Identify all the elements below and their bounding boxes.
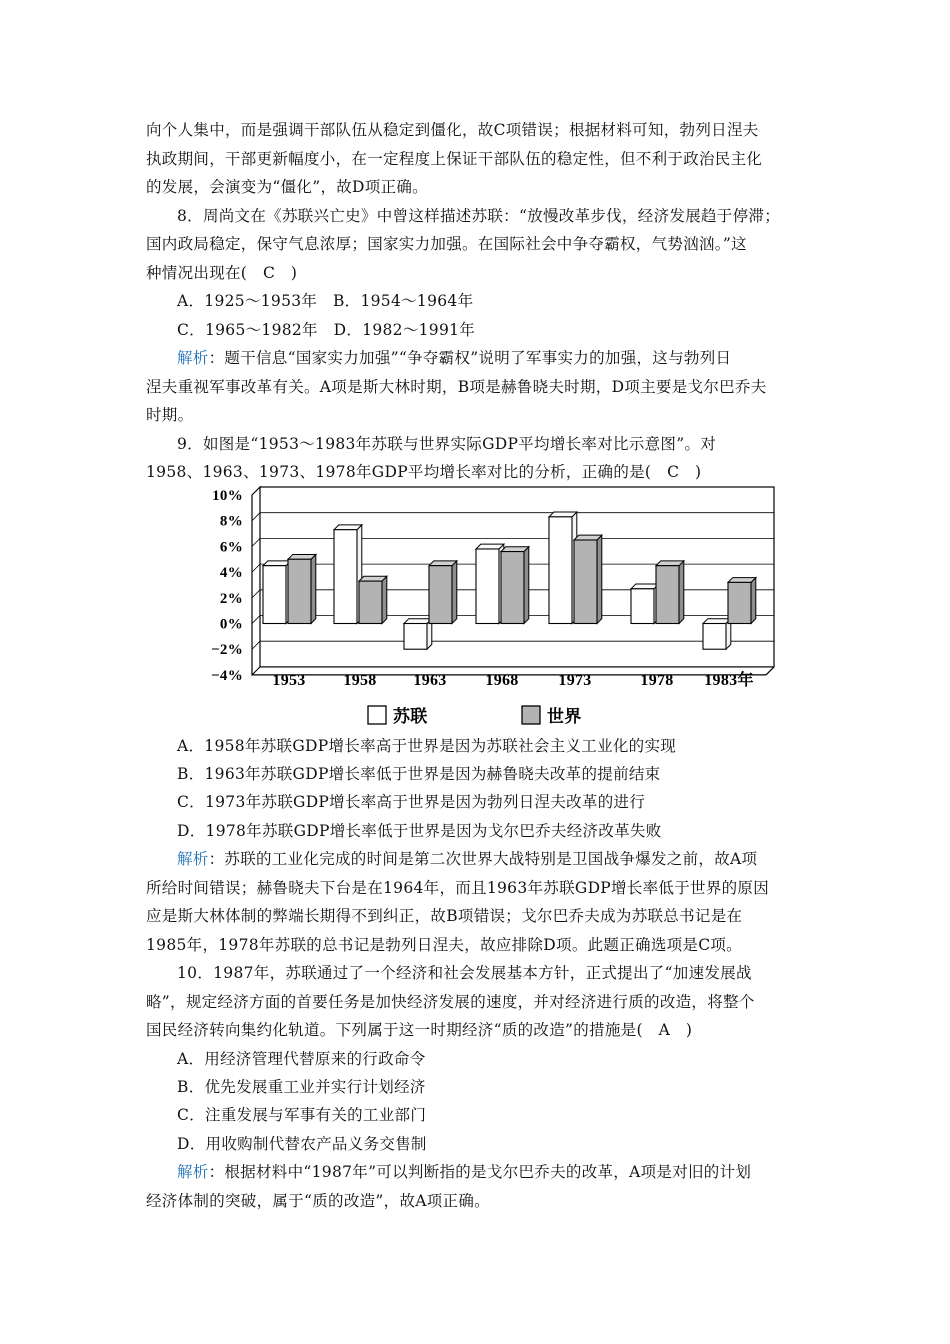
q9-stem-line-text: 1958、1963、1973、1978年GDP平均增长率对比的分析，正确的是( C ) bbox=[146, 463, 702, 481]
q8-stem-line bbox=[146, 263, 297, 283]
q9-option bbox=[177, 764, 660, 784]
bar-ussr-top bbox=[263, 561, 291, 566]
y-tick-label: 4% bbox=[219, 565, 243, 582]
bar-world-side bbox=[679, 561, 684, 624]
bar-world-front bbox=[574, 540, 597, 624]
bar-world bbox=[574, 535, 602, 623]
bar-world-front bbox=[288, 559, 311, 623]
q9-option bbox=[177, 792, 645, 812]
y-tick-label: −4% bbox=[211, 667, 243, 684]
q8-analysis-line bbox=[177, 348, 731, 368]
q8-analysis-line-text: 涅夫重视军事改革有关。A项是斯大林时期，B项是赫鲁晓夫时期，D项主要是戈尔巴乔夫 bbox=[146, 378, 767, 396]
q10-option bbox=[177, 1077, 426, 1097]
bar-world bbox=[728, 578, 756, 624]
q9-option-text: D．1978年苏联GDP增长率低于世界是因为戈尔巴乔夫经济改革失败 bbox=[177, 822, 662, 840]
chart-legend bbox=[368, 706, 582, 727]
bar-ussr bbox=[404, 619, 432, 650]
bar-world-top bbox=[288, 554, 316, 559]
x-tick-label: 1963 bbox=[413, 672, 447, 689]
q9-analysis-line bbox=[177, 849, 757, 869]
q10-analysis-line bbox=[177, 1162, 751, 1182]
q9-analysis-line-text: ：苏联的工业化完成的时间是第二次世界大战特别是卫国战争爆发之前，故A项 bbox=[208, 850, 758, 868]
bar-world-side bbox=[452, 561, 457, 624]
chart-categories bbox=[272, 670, 753, 689]
q9-analysis-line bbox=[146, 935, 742, 955]
bar-ussr bbox=[263, 561, 291, 624]
y-tick-label: 0% bbox=[219, 616, 243, 633]
intro-line bbox=[146, 120, 759, 140]
q10-option-text: A．用经济管理代替原来的行政命令 bbox=[177, 1050, 426, 1068]
q10-option-text: C．注重发展与军事有关的工业部门 bbox=[177, 1106, 427, 1124]
bar-ussr bbox=[631, 584, 659, 623]
bar-world-front bbox=[359, 581, 382, 623]
bar-ussr-front bbox=[404, 624, 427, 650]
chart-side-wall bbox=[252, 487, 260, 675]
bar-ussr-front bbox=[476, 549, 499, 624]
bar-world-side bbox=[524, 547, 529, 624]
q9-stem-line bbox=[146, 462, 701, 482]
bar-world-top bbox=[359, 576, 387, 581]
bar-world-front bbox=[656, 566, 679, 624]
legend-label: 苏联 bbox=[393, 707, 428, 727]
bar-world-top bbox=[501, 547, 529, 552]
chart-ticks bbox=[211, 488, 243, 684]
x-tick-label: 1958 bbox=[343, 672, 377, 689]
bar-world bbox=[429, 561, 457, 624]
x-tick-label: 1973 bbox=[558, 672, 592, 689]
q8-option bbox=[177, 291, 473, 311]
q10-stem-line-text: 国民经济转向集约化轨道。下列属于这一时期经济“质的改造”的措施是( A ) bbox=[146, 1021, 693, 1039]
bar-world-front bbox=[429, 566, 452, 624]
y-tick-label: 8% bbox=[219, 513, 243, 530]
q10-stem-line bbox=[146, 992, 755, 1012]
gdp-growth-chart bbox=[200, 480, 780, 730]
bar-world bbox=[359, 576, 387, 623]
bar-ussr-front bbox=[703, 624, 726, 650]
q10-analysis-line bbox=[146, 1191, 490, 1211]
q10-option bbox=[177, 1049, 426, 1069]
q8-stem-line-text: 种情况出现在( C ) bbox=[146, 264, 298, 282]
q9-option bbox=[177, 736, 676, 756]
q9-analysis-line-text: 所给时间错误；赫鲁晓夫下台是在1964年，而且1963年苏联GDP增长率低于世界的原因 bbox=[146, 879, 770, 897]
analysis-label: 解析 bbox=[177, 349, 209, 367]
legend-swatch bbox=[522, 706, 540, 724]
q9-analysis-line bbox=[146, 906, 742, 926]
bar-ussr bbox=[476, 544, 504, 623]
y-tick-label: 2% bbox=[219, 590, 243, 607]
bar-world-top bbox=[574, 535, 602, 540]
q8-option-text: C．1965～1982年 D．1982～1991年 bbox=[177, 321, 476, 339]
q10-option bbox=[177, 1134, 427, 1154]
bar-ussr bbox=[549, 512, 577, 623]
x-tick-label: 1978 bbox=[640, 672, 674, 689]
bar-world bbox=[288, 554, 316, 623]
q8-stem-line-text: 8．周尚文在《苏联兴亡史》中曾这样描述苏联：“放慢改革步伐，经济发展趋于停滞； bbox=[177, 207, 780, 225]
q8-option-text: A．1925～1953年 B．1954～1964年 bbox=[177, 292, 474, 310]
q9-analysis-line bbox=[146, 878, 769, 898]
q9-option-text: C．1973年苏联GDP增长率高于世界是因为勃列日涅夫改革的进行 bbox=[177, 793, 646, 811]
q10-option-text: B．优先发展重工业并实行计划经济 bbox=[177, 1078, 426, 1096]
q9-option-text: A．1958年苏联GDP增长率高于世界是因为苏联社会主义工业化的实现 bbox=[177, 737, 677, 755]
bar-ussr-top bbox=[404, 619, 432, 624]
intro-line bbox=[146, 149, 762, 169]
q10-analysis-line-text: 经济体制的突破，属于“质的改造”，故A项正确。 bbox=[146, 1192, 490, 1210]
q8-stem-line-text: 国内政局稳定，保守气息浓厚；国家实力加强。在国际社会中争夺霸权，气势汹汹。”这 bbox=[146, 235, 747, 253]
q9-stem-line-text: 9．如图是“1953～1983年苏联与世界实际GDP平均增长率对比示意图”。对 bbox=[177, 435, 717, 453]
q9-option-text: B．1963年苏联GDP增长率低于世界是因为赫鲁晓夫改革的提前结束 bbox=[177, 765, 661, 783]
bar-world-top bbox=[656, 561, 684, 566]
bar-world-front bbox=[501, 552, 524, 624]
q8-option bbox=[177, 320, 475, 340]
q10-stem-line bbox=[177, 963, 752, 983]
bar-ussr-front bbox=[631, 589, 654, 624]
q9-analysis-line-text: 1985年，1978年苏联的总书记是勃列日涅夫，故应排除D项。此题正确选项是C项。 bbox=[146, 936, 742, 954]
q10-analysis-line-text: ：根据材料中“1987年”可以判断指的是戈尔巴乔夫的改革，A项是对旧的计划 bbox=[208, 1163, 752, 1181]
q10-stem-line-text: 10．1987年，苏联通过了一个经济和社会发展基本方针，正式提出了“加速发展战 bbox=[177, 964, 752, 982]
bar-ussr bbox=[334, 525, 362, 624]
bar-ussr-top bbox=[631, 584, 659, 589]
bar-world-side bbox=[382, 576, 387, 623]
intro-line-text: 的发展，会演变为“僵化”，故D项正确。 bbox=[146, 178, 428, 196]
bar-world bbox=[501, 547, 529, 624]
q8-analysis-line bbox=[146, 377, 767, 397]
intro-line-text: 执政期间，干部更新幅度小，在一定程度上保证干部队伍的稳定性，但不利于政治民主化 bbox=[146, 150, 763, 168]
q8-stem-line bbox=[146, 234, 747, 254]
q10-option bbox=[177, 1105, 426, 1125]
x-tick-label: 1968 bbox=[485, 672, 519, 689]
intro-line-text: 向个人集中，而是强调干部队伍从稳定到僵化，故C项错误；根据材料可知，勃列日涅夫 bbox=[146, 121, 759, 139]
bar-world-front bbox=[728, 582, 751, 623]
q10-option-text: D．用收购制代替农产品义务交售制 bbox=[177, 1135, 427, 1153]
bar-world-side bbox=[751, 578, 756, 624]
bar-ussr bbox=[703, 619, 731, 650]
q8-analysis-line bbox=[146, 405, 193, 425]
x-tick-label: 1983年 bbox=[704, 672, 754, 689]
q8-analysis-line-text: ：题干信息“国家实力加强”“争夺霸权”说明了军事实力的加强，这与勃列日 bbox=[208, 349, 732, 367]
q9-option bbox=[177, 821, 662, 841]
bar-ussr-top bbox=[549, 512, 577, 517]
x-tick-label: 1953 bbox=[272, 672, 306, 689]
bar-world-top bbox=[429, 561, 457, 566]
bar-ussr-top bbox=[703, 619, 731, 624]
analysis-label: 解析 bbox=[177, 1163, 209, 1181]
intro-line bbox=[146, 177, 428, 197]
bar-ussr-front bbox=[263, 566, 286, 624]
bar-ussr-top bbox=[334, 525, 362, 530]
legend-swatch bbox=[368, 706, 386, 724]
y-tick-label: −2% bbox=[211, 642, 243, 659]
analysis-label: 解析 bbox=[177, 850, 209, 868]
bar-world-side bbox=[597, 535, 602, 623]
y-tick-label: 6% bbox=[219, 539, 243, 556]
q8-stem-line bbox=[177, 206, 780, 226]
legend-label: 世界 bbox=[547, 707, 582, 727]
q9-stem-line bbox=[177, 434, 716, 454]
q10-stem-line-text: 略”，规定经济方面的首要任务是加快经济发展的速度，并对经济进行质的改造，将整个 bbox=[146, 993, 755, 1011]
chart-floor-corner bbox=[766, 667, 774, 675]
bar-ussr-top bbox=[476, 544, 504, 549]
bar-world-side bbox=[311, 554, 316, 623]
bar-ussr-front bbox=[334, 530, 357, 624]
q8-analysis-line-text: 时期。 bbox=[146, 406, 194, 424]
bar-ussr-front bbox=[549, 517, 572, 624]
y-tick-label: 10% bbox=[212, 488, 243, 504]
q9-analysis-line-text: 应是斯大林体制的弊端长期得不到纠正，故B项错误；戈尔巴乔夫成为苏联总书记是在 bbox=[146, 907, 743, 925]
bar-world-top bbox=[728, 578, 756, 583]
bar-world bbox=[656, 561, 684, 624]
q10-stem-line bbox=[146, 1020, 692, 1040]
